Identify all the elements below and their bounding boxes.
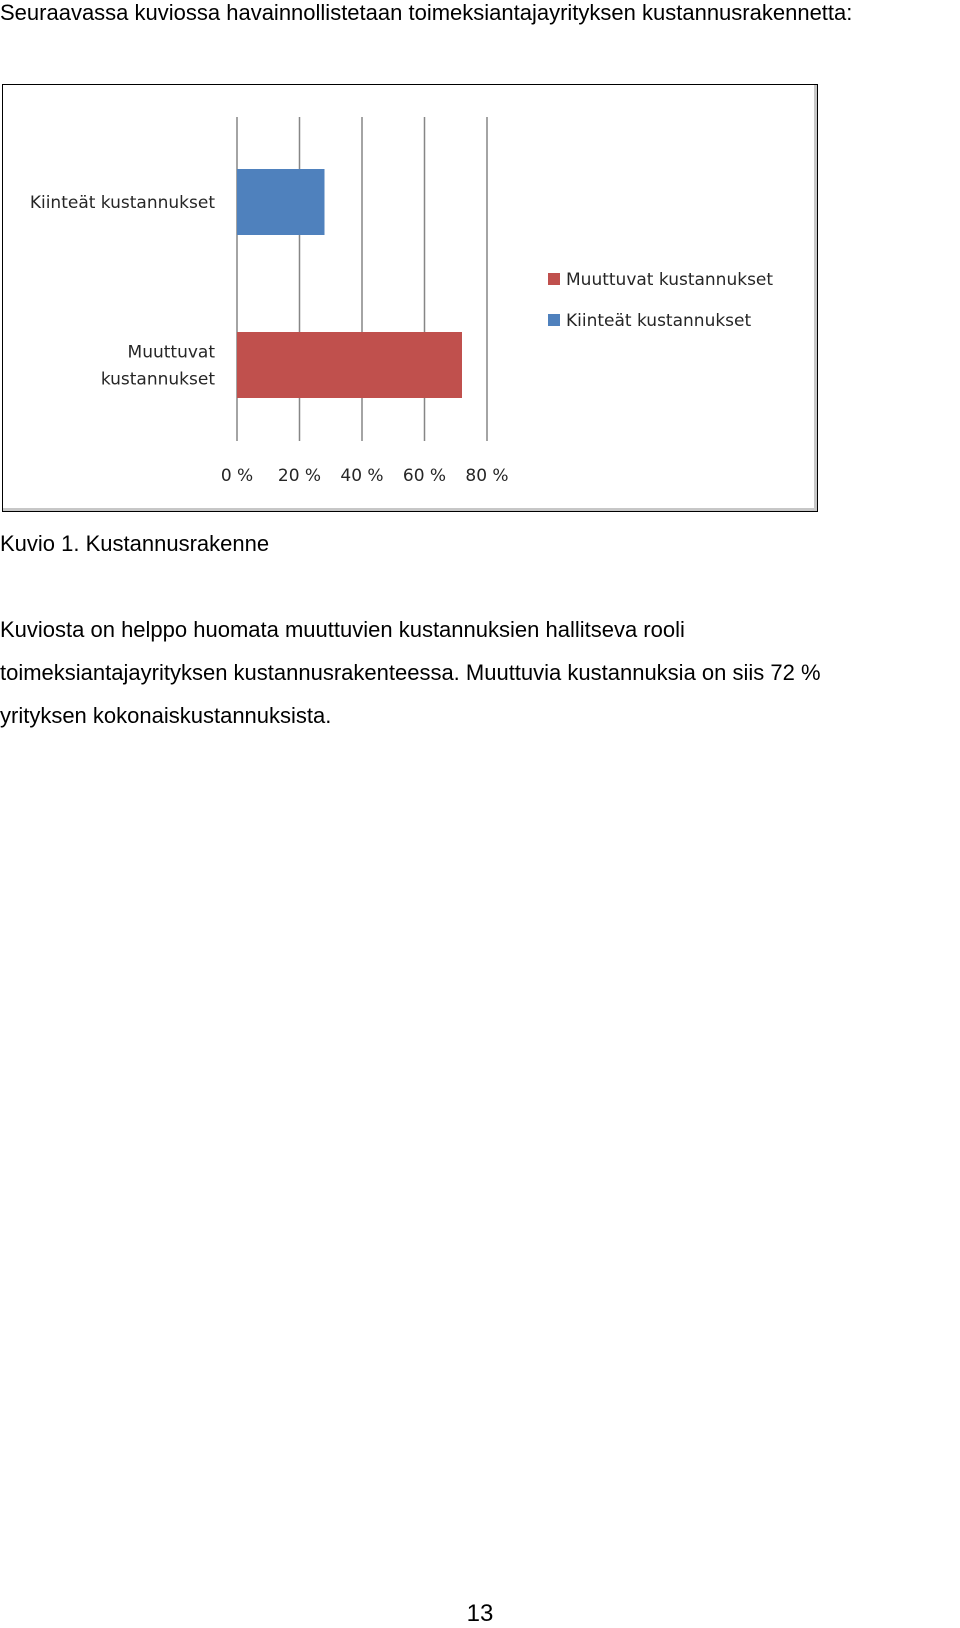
bar-fixed-costs <box>237 169 325 235</box>
x-tick-label: 0 % <box>220 466 254 486</box>
legend-label: Muuttuvat kustannukset <box>566 270 774 290</box>
page-number: 13 <box>466 1600 494 1627</box>
legend-swatch <box>548 314 560 326</box>
x-tick-label: 40 % <box>340 466 384 486</box>
paragraph-line: yrityksen kokonaiskustannuksista. <box>0 703 332 728</box>
x-tick-label: 60 % <box>402 466 447 486</box>
cost-structure-chart <box>2 84 818 512</box>
bar-variable-costs <box>237 332 462 398</box>
category-label: Kiinteät kustannukset <box>29 193 215 213</box>
x-tick-label: 80 % <box>465 466 509 486</box>
figure-caption: Kuvio 1. Kustannusrakenne <box>0 531 270 556</box>
category-label: Muuttuvat <box>127 342 215 363</box>
x-tick-label: 20 % <box>277 466 322 486</box>
chart-svg <box>3 85 815 509</box>
paragraph-line: toimeksiantajayrityksen kustannusrakenteessa. Muuttuvia kustannuksia on siis 72 % <box>0 660 821 685</box>
intro-text: Seuraavassa kuviossa havainnollistetaan toimeksiantajayrityksen kustannusrakennetta: <box>0 0 853 25</box>
category-label: kustannukset <box>100 369 215 390</box>
legend-swatch <box>548 273 560 285</box>
paragraph-line: Kuviosta on helppo huomata muuttuvien kustannuksien hallitseva rooli <box>0 617 685 642</box>
legend-label: Kiinteät kustannukset <box>566 311 752 331</box>
